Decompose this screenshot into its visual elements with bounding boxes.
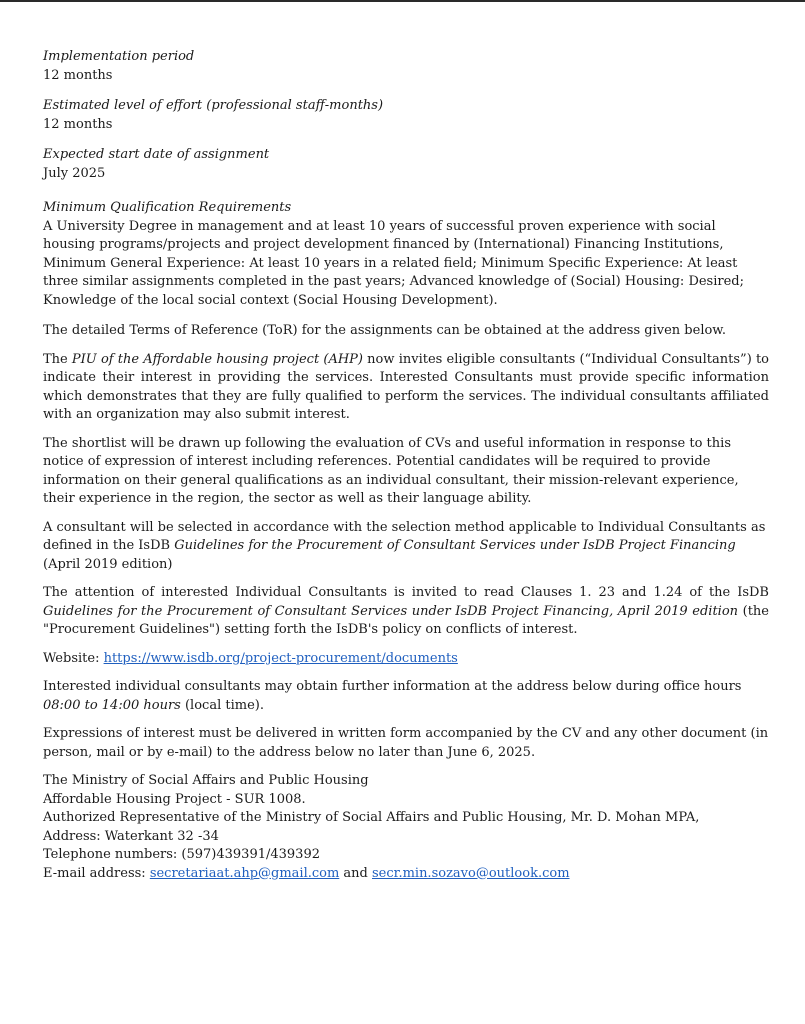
invite-paragraph xyxy=(43,351,769,425)
start-date-value: July 2025 xyxy=(43,165,106,181)
attention-paragraph xyxy=(43,584,769,640)
selection-text-end: (April 2019 edition) xyxy=(43,556,173,572)
website-label: Website: xyxy=(43,650,104,666)
effort-label: Estimated level of effort (professional staff-months) xyxy=(43,98,384,113)
qualifications-text: A University Degree in management and at least 10 years of successful proven experience with social housing programs/projects and project development financed by (International) Financing Institutions, Minimum General Experience: At least 10 years in a related field; Minimum Specific Experience: At least three similar assignments completed in the past years; Advanced knowledge of (Social) Housing: Desired; Knowledge of the local social context (Social Housing Development). xyxy=(43,218,744,308)
office-hours-paragraph xyxy=(43,678,769,715)
address-line-ministry: The Ministry of Social Affairs and Public Housing xyxy=(43,773,369,788)
start-date-section xyxy=(43,146,769,183)
selection-paragraph xyxy=(43,519,769,575)
qualifications-label: Minimum Qualification Requirements xyxy=(43,200,292,215)
start-date-label: Expected start date of assignment xyxy=(43,147,270,162)
qualifications-section xyxy=(43,199,769,310)
document-body xyxy=(43,48,769,883)
invite-text-end: now invites eligible consultants (“Individual Consultants”) to indicate their interest in providing the services. Interested Consultants must provide specific information which demonstrates that they are fully qualified to perform the services. The individual consultants affiliated with an organization may also submit interest. xyxy=(43,351,769,422)
website-line xyxy=(43,650,769,669)
address-line-email xyxy=(43,865,769,884)
address-line-project: Affordable Housing Project - SUR 1008. xyxy=(43,791,306,807)
procurement-guidelines-title: Guidelines for the Procurement of Consultant Services under IsDB Project Financing, April 2019 edition xyxy=(43,603,739,619)
attention-text-end: (the "Procurement Guidelines") setting forth the IsDB's policy on conflicts of interest. xyxy=(43,603,769,637)
email-and: and xyxy=(339,865,373,881)
attention-text-start: The attention of interested Individual Consultants is invited to read Clauses 1. 23 and 1.24 of the IsDB xyxy=(43,585,769,600)
selection-text-start: A consultant will be selected in accordance with the selection method applicable to Individual Consultants as defined in the IsDB xyxy=(43,519,766,553)
effort-value: 12 months xyxy=(43,116,113,132)
address-line-phone: Telephone numbers: (597)439391/439392 xyxy=(43,847,320,862)
tor-paragraph: The detailed Terms of Reference (ToR) for the assignments can be obtained at the address given below. xyxy=(43,323,727,338)
guidelines-title: Guidelines for the Procurement of Consultant Services under IsDB Project Financing xyxy=(174,538,736,553)
invite-text-start: The xyxy=(43,351,72,367)
implementation-period-section xyxy=(43,48,769,85)
effort-section xyxy=(43,97,769,134)
hours-text-start: Interested individual consultants may obtain further information at the address below during office hours xyxy=(43,679,742,694)
implementation-period-label: Implementation period xyxy=(43,49,195,64)
top-border-line xyxy=(0,0,805,2)
piu-name: PIU of the Affordable housing project (AHP) xyxy=(71,351,363,367)
address-block xyxy=(43,772,769,883)
email-link-ministry[interactable]: secr.min.sozavo@outlook.com xyxy=(372,865,570,881)
implementation-period-value: 12 months xyxy=(43,67,113,83)
office-hours: 08:00 to 14:00 hours xyxy=(43,697,181,713)
hours-text-end: (local time). xyxy=(180,697,264,713)
website-link[interactable]: https://www.isdb.org/project-procurement/documents xyxy=(103,650,458,666)
address-line-street: Address: Waterkant 32 -34 xyxy=(43,828,219,844)
email-link-ahp[interactable]: secretariaat.ahp@gmail.com xyxy=(149,865,340,881)
expressions-paragraph: Expressions of interest must be delivered in written form accompanied by the CV and any other document (in person, mail or by e-mail) to the address below no later than June 6, 2025. xyxy=(43,726,769,760)
email-label: E-mail address: xyxy=(43,865,150,881)
shortlist-paragraph: The shortlist will be drawn up following the evaluation of CVs and useful information in response to this notice of expression of interest including references. Potential candidates will be required to provide information on their general qualifications as an individual consultant, their mission-relevant experience, their experience in the region, the sector as well as their language ability. xyxy=(43,435,739,506)
address-line-representative: Authorized Representative of the Ministry of Social Affairs and Public Housing, Mr. D. Mohan MPA, xyxy=(43,810,700,825)
